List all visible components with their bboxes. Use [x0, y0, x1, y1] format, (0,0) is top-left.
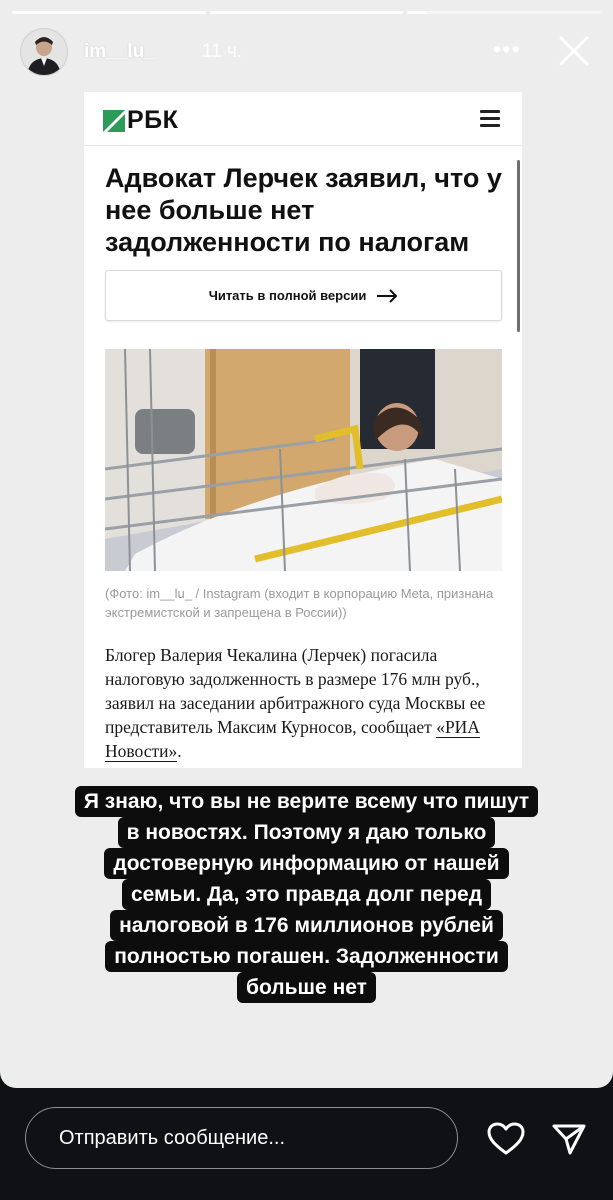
article-body	[105, 643, 510, 763]
overlay-line: в новостях. Поэтому я даю только	[118, 817, 496, 848]
article-title: Адвокат Лерчек заявил, что у нее больше нет задолженности по налогам	[105, 163, 502, 257]
progress-fill	[407, 11, 426, 14]
send-icon[interactable]	[551, 1121, 587, 1157]
story-text-overlay	[0, 786, 613, 1003]
read-full-version-button	[105, 270, 502, 321]
more-options-icon[interactable]: •••	[492, 36, 521, 63]
overlay-line: достоверную информацию от нашей	[104, 848, 508, 879]
progress-segment-current	[407, 11, 601, 14]
article-body-end: .	[177, 741, 182, 761]
reply-bar	[0, 1088, 613, 1200]
menu-icon	[480, 110, 500, 128]
article-topbar	[84, 92, 522, 146]
photo-caption: (Фото: im__lu_ / Instagram (входит в корпорацию Meta, признана экстремистской и запрещена в России))	[105, 586, 494, 620]
avatar[interactable]	[20, 28, 68, 76]
rbk-logo	[103, 106, 178, 135]
ria-novosti-link: «РИА Новости»	[105, 717, 480, 761]
close-icon[interactable]	[555, 32, 593, 70]
scrollbar	[517, 160, 520, 332]
progress-segment	[210, 11, 404, 14]
article-photo	[105, 349, 502, 571]
post-time: 11 ч.	[202, 41, 243, 62]
arrow-right-icon	[376, 289, 398, 303]
article-screenshot	[84, 92, 522, 768]
heart-icon[interactable]	[487, 1122, 525, 1156]
overlay-line: Я знаю, что вы не верите всему что пишут	[75, 786, 538, 817]
read-full-version-label: Читать в полной версии	[208, 288, 367, 303]
story-header	[20, 28, 593, 76]
story-progress	[12, 11, 601, 14]
progress-segment	[12, 11, 206, 14]
overlay-line: семьи. Да, это правда долг перед	[122, 879, 491, 910]
rbk-logo-text: РБК	[127, 106, 179, 134]
send-message-input[interactable]: Отправить сообщение...	[25, 1107, 458, 1169]
overlay-line: налоговой в 176 миллионов рублей	[110, 910, 503, 941]
article-body-text: Блогер Валерия Чекалина (Лерчек) погасила налоговую задолженность в размере 176 млн руб., заявил на заседании арбитражного суда Москвы ее представитель Максим Курносов, сообщает	[105, 645, 486, 737]
username[interactable]: im__lu_	[84, 41, 155, 62]
overlay-line: полностью погашен. Задолженности	[105, 941, 508, 972]
overlay-line: больше нет	[237, 972, 376, 1003]
rbk-logo-icon	[103, 110, 125, 132]
